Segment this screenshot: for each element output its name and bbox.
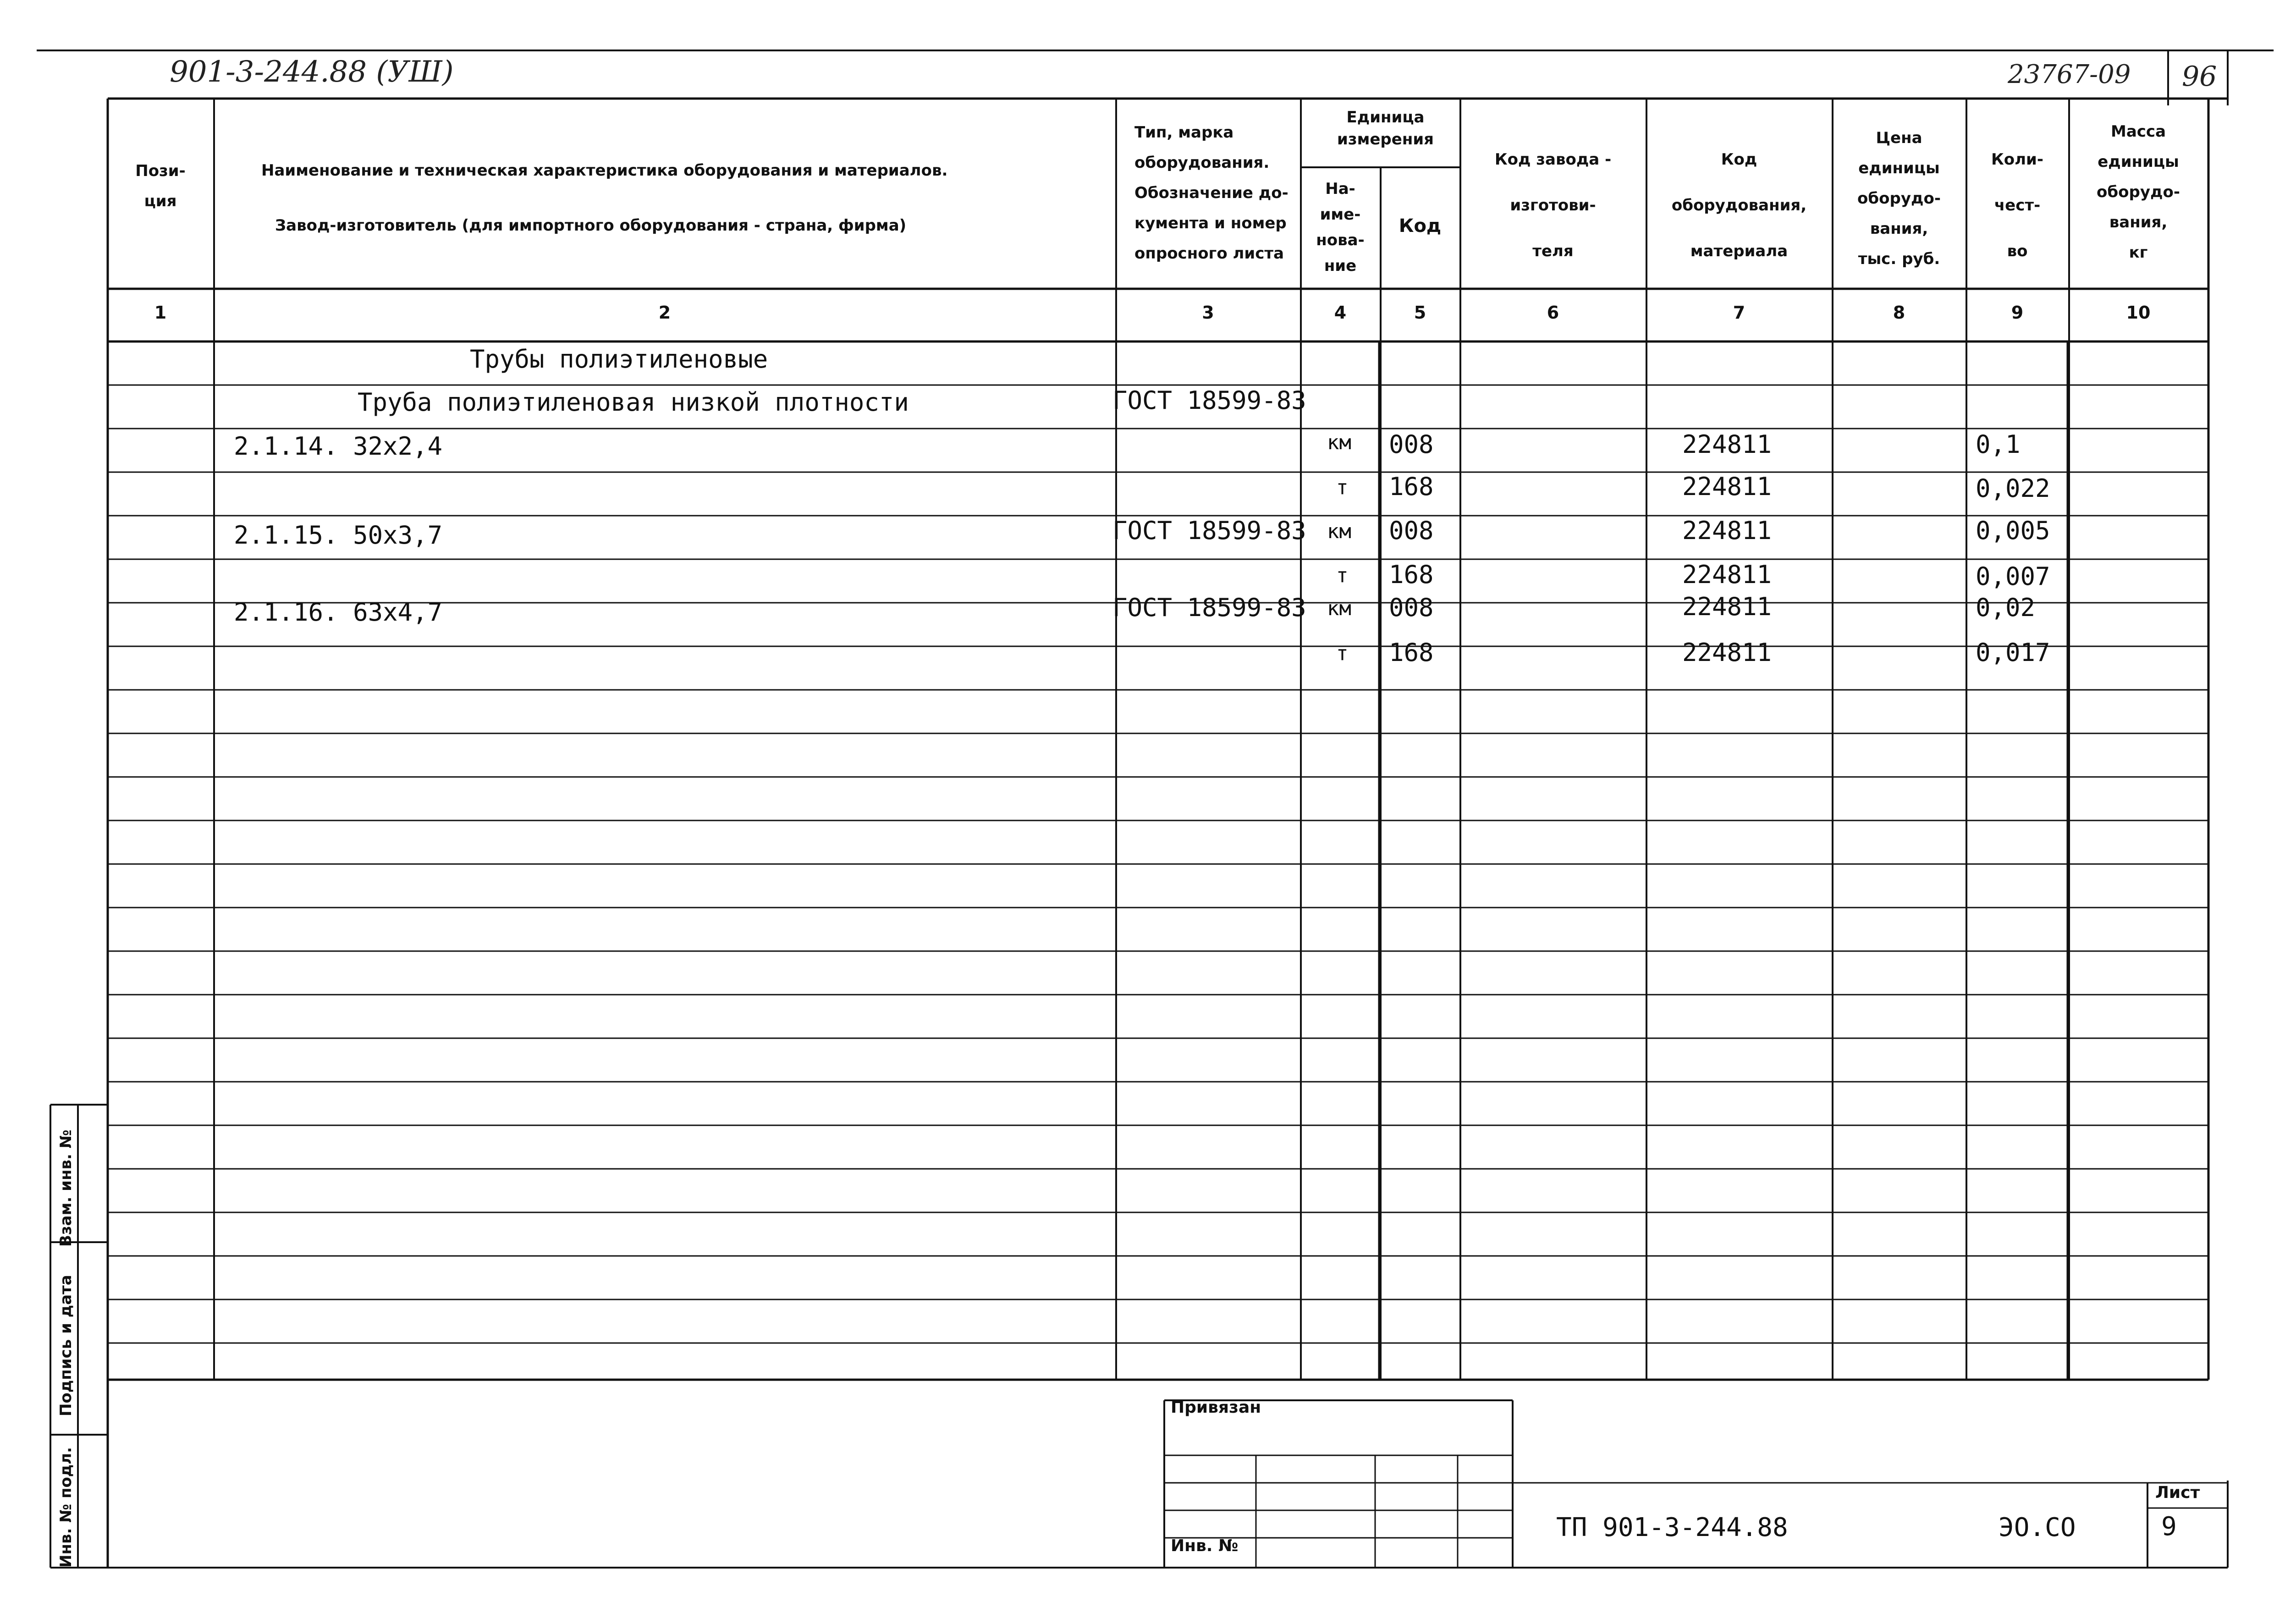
row-unit: т <box>1336 476 1349 499</box>
header-name: Наименование и техническая характеристика оборудования и материалов. Завод-изготовитель (для импортного оборудования - страна, фирма) <box>261 161 948 235</box>
sheet-label: Лист <box>2155 1483 2200 1502</box>
column-number: 2 <box>658 303 671 323</box>
row-equipment-code: 224811 <box>1682 516 1772 545</box>
row-type: ГОСТ 18599-83 <box>1112 593 1306 622</box>
row-quantity: 0,022 <box>1976 474 2050 503</box>
row-name: Трубы полиэтиленовые <box>470 345 768 374</box>
row-unit: т <box>1336 642 1349 665</box>
row-unit: км <box>1327 597 1351 620</box>
column-number: 7 <box>1733 303 1745 323</box>
column-number: 3 <box>1202 303 1214 323</box>
row-equipment-code: 224811 <box>1682 560 1772 589</box>
row-name: 2.1.15. 50x3,7 <box>234 521 443 550</box>
row-quantity: 0,005 <box>1976 516 2050 545</box>
row-quantity: 0,1 <box>1976 430 2021 459</box>
row-unit-code: 008 <box>1389 430 1434 459</box>
row-unit-code: 008 <box>1389 593 1434 622</box>
row-type: ГОСТ 18599-83 <box>1112 386 1306 415</box>
header-type: Тип, марка оборудования. Обозначение до- кумента и номер опросного листа <box>1134 123 1288 263</box>
row-quantity: 0,017 <box>1976 638 2050 667</box>
row-quantity: 0,007 <box>1976 562 2050 591</box>
header-position: Пози- ция <box>135 162 186 210</box>
row-quantity: 0,02 <box>1976 593 2036 622</box>
header-equipment-code: Код оборудования, материала <box>1671 150 1807 260</box>
header-price: Цена единицы оборудо- вания, тыс. руб. <box>1857 129 1941 268</box>
header-quantity: Коли- чест- во <box>1991 150 2043 260</box>
row-unit-code: 168 <box>1389 472 1434 501</box>
row-name: 2.1.14. 32x2,4 <box>234 432 443 461</box>
archive-number: 23767-09 <box>2008 60 2131 89</box>
column-number: 5 <box>1414 303 1426 323</box>
column-number: 9 <box>2011 303 2024 323</box>
row-equipment-code: 224811 <box>1682 638 1772 667</box>
row-unit-code: 008 <box>1389 516 1434 545</box>
header-unit: Единица измерения <box>1337 108 1434 149</box>
header-unit-code: Код <box>1399 215 1442 237</box>
column-number: 4 <box>1334 303 1347 323</box>
side-label-vzam-inv: Взам. инв. № <box>57 1129 75 1247</box>
row-unit: км <box>1327 520 1351 543</box>
row-type: ГОСТ 18599-83 <box>1112 516 1306 545</box>
row-unit-code: 168 <box>1389 638 1434 667</box>
column-number: 8 <box>1893 303 1905 323</box>
row-name: 2.1.16. 63x4,7 <box>234 598 443 627</box>
side-label-inv-podl: Инв. № подл. <box>57 1447 75 1568</box>
section-code: ЭО.СО <box>1999 1513 2076 1542</box>
header-unit-name: На- име- нова- ние <box>1316 180 1365 275</box>
privyazan-label: Привязан <box>1171 1398 1261 1417</box>
sheet-number: 9 <box>2161 1512 2177 1541</box>
row-equipment-code: 224811 <box>1682 430 1772 459</box>
inv-number-label: Инв. № <box>1171 1536 1239 1555</box>
column-number: 6 <box>1547 303 1559 323</box>
header-factory: Код завода - изготови- теля <box>1494 150 1612 260</box>
row-unit: т <box>1336 564 1349 587</box>
row-unit: км <box>1327 431 1351 454</box>
row-equipment-code: 224811 <box>1682 592 1772 621</box>
header-mass: Масса единицы оборудо- вания, кг <box>2097 122 2180 262</box>
handwritten-document-number: 901-3-244.88 (УШ) <box>170 55 454 89</box>
handwritten-page-number: 96 <box>2182 61 2217 93</box>
row-unit-code: 168 <box>1389 560 1434 589</box>
column-number: 1 <box>154 303 167 323</box>
row-equipment-code: 224811 <box>1682 472 1772 501</box>
row-name: Труба полиэтиленовая низкой плотности <box>358 388 909 417</box>
document-code: ТП 901-3-244.88 <box>1556 1513 1788 1542</box>
column-number: 10 <box>2126 303 2151 323</box>
side-label-podpis-data: Подпись и дата <box>57 1275 75 1416</box>
